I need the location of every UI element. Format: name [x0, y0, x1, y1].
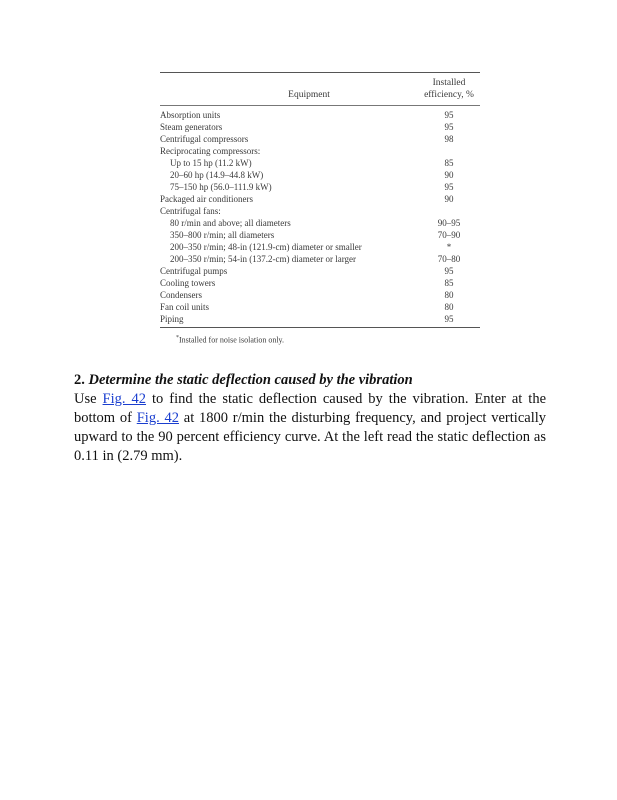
equipment-cell: Cooling towers [160, 278, 216, 288]
step-section [74, 371, 546, 466]
equipment-cell: Centrifugal fans: [160, 206, 221, 216]
equipment-cell: Centrifugal compressors [160, 134, 249, 144]
table-header [160, 73, 480, 103]
table-row [160, 277, 480, 289]
efficiency-table [160, 72, 480, 346]
efficiency-cell: 80 [444, 302, 454, 312]
header-efficiency-line2: efficiency, % [424, 90, 474, 100]
efficiency-cell: 90 [444, 170, 454, 180]
equipment-cell: Reciprocating compressors: [160, 146, 261, 156]
header-equipment: Equipment [288, 90, 330, 100]
step-text-1: Use [74, 391, 103, 407]
efficiency-cell: 95 [444, 314, 454, 324]
equipment-cell: Fan coil units [160, 302, 209, 312]
table-row [160, 109, 480, 121]
table-row [160, 241, 480, 253]
table-body [160, 106, 480, 325]
table-row [160, 313, 480, 325]
equipment-cell: Condensers [160, 290, 202, 300]
equipment-cell: 20–60 hp (14.9–44.8 kW) [170, 170, 264, 180]
efficiency-cell [418, 145, 480, 157]
efficiency-cell: * [446, 242, 452, 252]
efficiency-cell: 85 [444, 278, 454, 288]
equipment-cell: Up to 15 hp (11.2 kW) [170, 158, 252, 168]
table-row [160, 181, 480, 193]
equipment-cell: Packaged air conditioners [160, 194, 253, 204]
efficiency-cell: 90 [444, 194, 454, 204]
footnote-text: Installed for noise isolation only. [179, 335, 285, 345]
table-row [160, 169, 480, 181]
equipment-cell: Steam generators [160, 122, 223, 132]
table-row [160, 145, 480, 157]
efficiency-cell: 95 [444, 266, 454, 276]
table-row [160, 205, 480, 217]
efficiency-cell: 70–80 [437, 254, 461, 264]
step-paragraph [74, 390, 546, 466]
equipment-cell: Absorption units [160, 110, 221, 120]
table-row [160, 133, 480, 145]
fig-42-link-1[interactable]: Fig. 42 [102, 391, 147, 407]
fig-42-link-2[interactable]: Fig. 42 [136, 410, 179, 426]
table-row [160, 265, 480, 277]
efficiency-cell: 95 [444, 122, 454, 132]
equipment-cell: 80 r/min and above; all diameters [170, 218, 291, 228]
step-text-3: at 1800 r/min the disturbing frequency, and project vertically upward to the 90 percent efficiency curve. At the left read the static deflection as 0.11 in (2.79 mm). [74, 410, 546, 464]
header-efficiency [418, 77, 480, 101]
efficiency-cell [418, 205, 480, 217]
table-row [160, 289, 480, 301]
table-footnote [160, 333, 480, 346]
equipment-cell: 200–350 r/min; 54-in (137.2-cm) diameter or larger [170, 254, 357, 264]
efficiency-cell: 70–90 [437, 230, 461, 240]
table-bottom-rule [160, 327, 480, 328]
equipment-cell: Centrifugal pumps [160, 266, 228, 276]
equipment-cell: Piping [160, 314, 184, 324]
footnote-marker: * [176, 335, 179, 341]
table-row [160, 217, 480, 229]
step-text-2: to find the static deflection caused by the vibration. Enter at the bottom of [74, 391, 547, 426]
step-heading [74, 371, 546, 390]
step-title: Determine the static deflection caused by the vibration [88, 372, 413, 388]
efficiency-cell: 95 [444, 182, 454, 192]
efficiency-cell: 98 [444, 134, 454, 144]
table-row [160, 301, 480, 313]
table-row [160, 157, 480, 169]
efficiency-cell: 80 [444, 290, 454, 300]
efficiency-cell: 90–95 [437, 218, 461, 228]
table-row [160, 253, 480, 265]
equipment-cell: 350–800 r/min; all diameters [170, 230, 275, 240]
header-efficiency-line1: Installed [432, 78, 466, 88]
equipment-cell: 75–150 hp (56.0–111.9 kW) [170, 182, 272, 192]
efficiency-cell: 85 [444, 158, 454, 168]
table-row [160, 121, 480, 133]
efficiency-cell: 95 [444, 110, 454, 120]
step-number: 2. [74, 372, 85, 388]
table-row [160, 229, 480, 241]
equipment-cell: 200–350 r/min; 48-in (121.9-cm) diameter or smaller [170, 242, 362, 252]
table-row [160, 193, 480, 205]
